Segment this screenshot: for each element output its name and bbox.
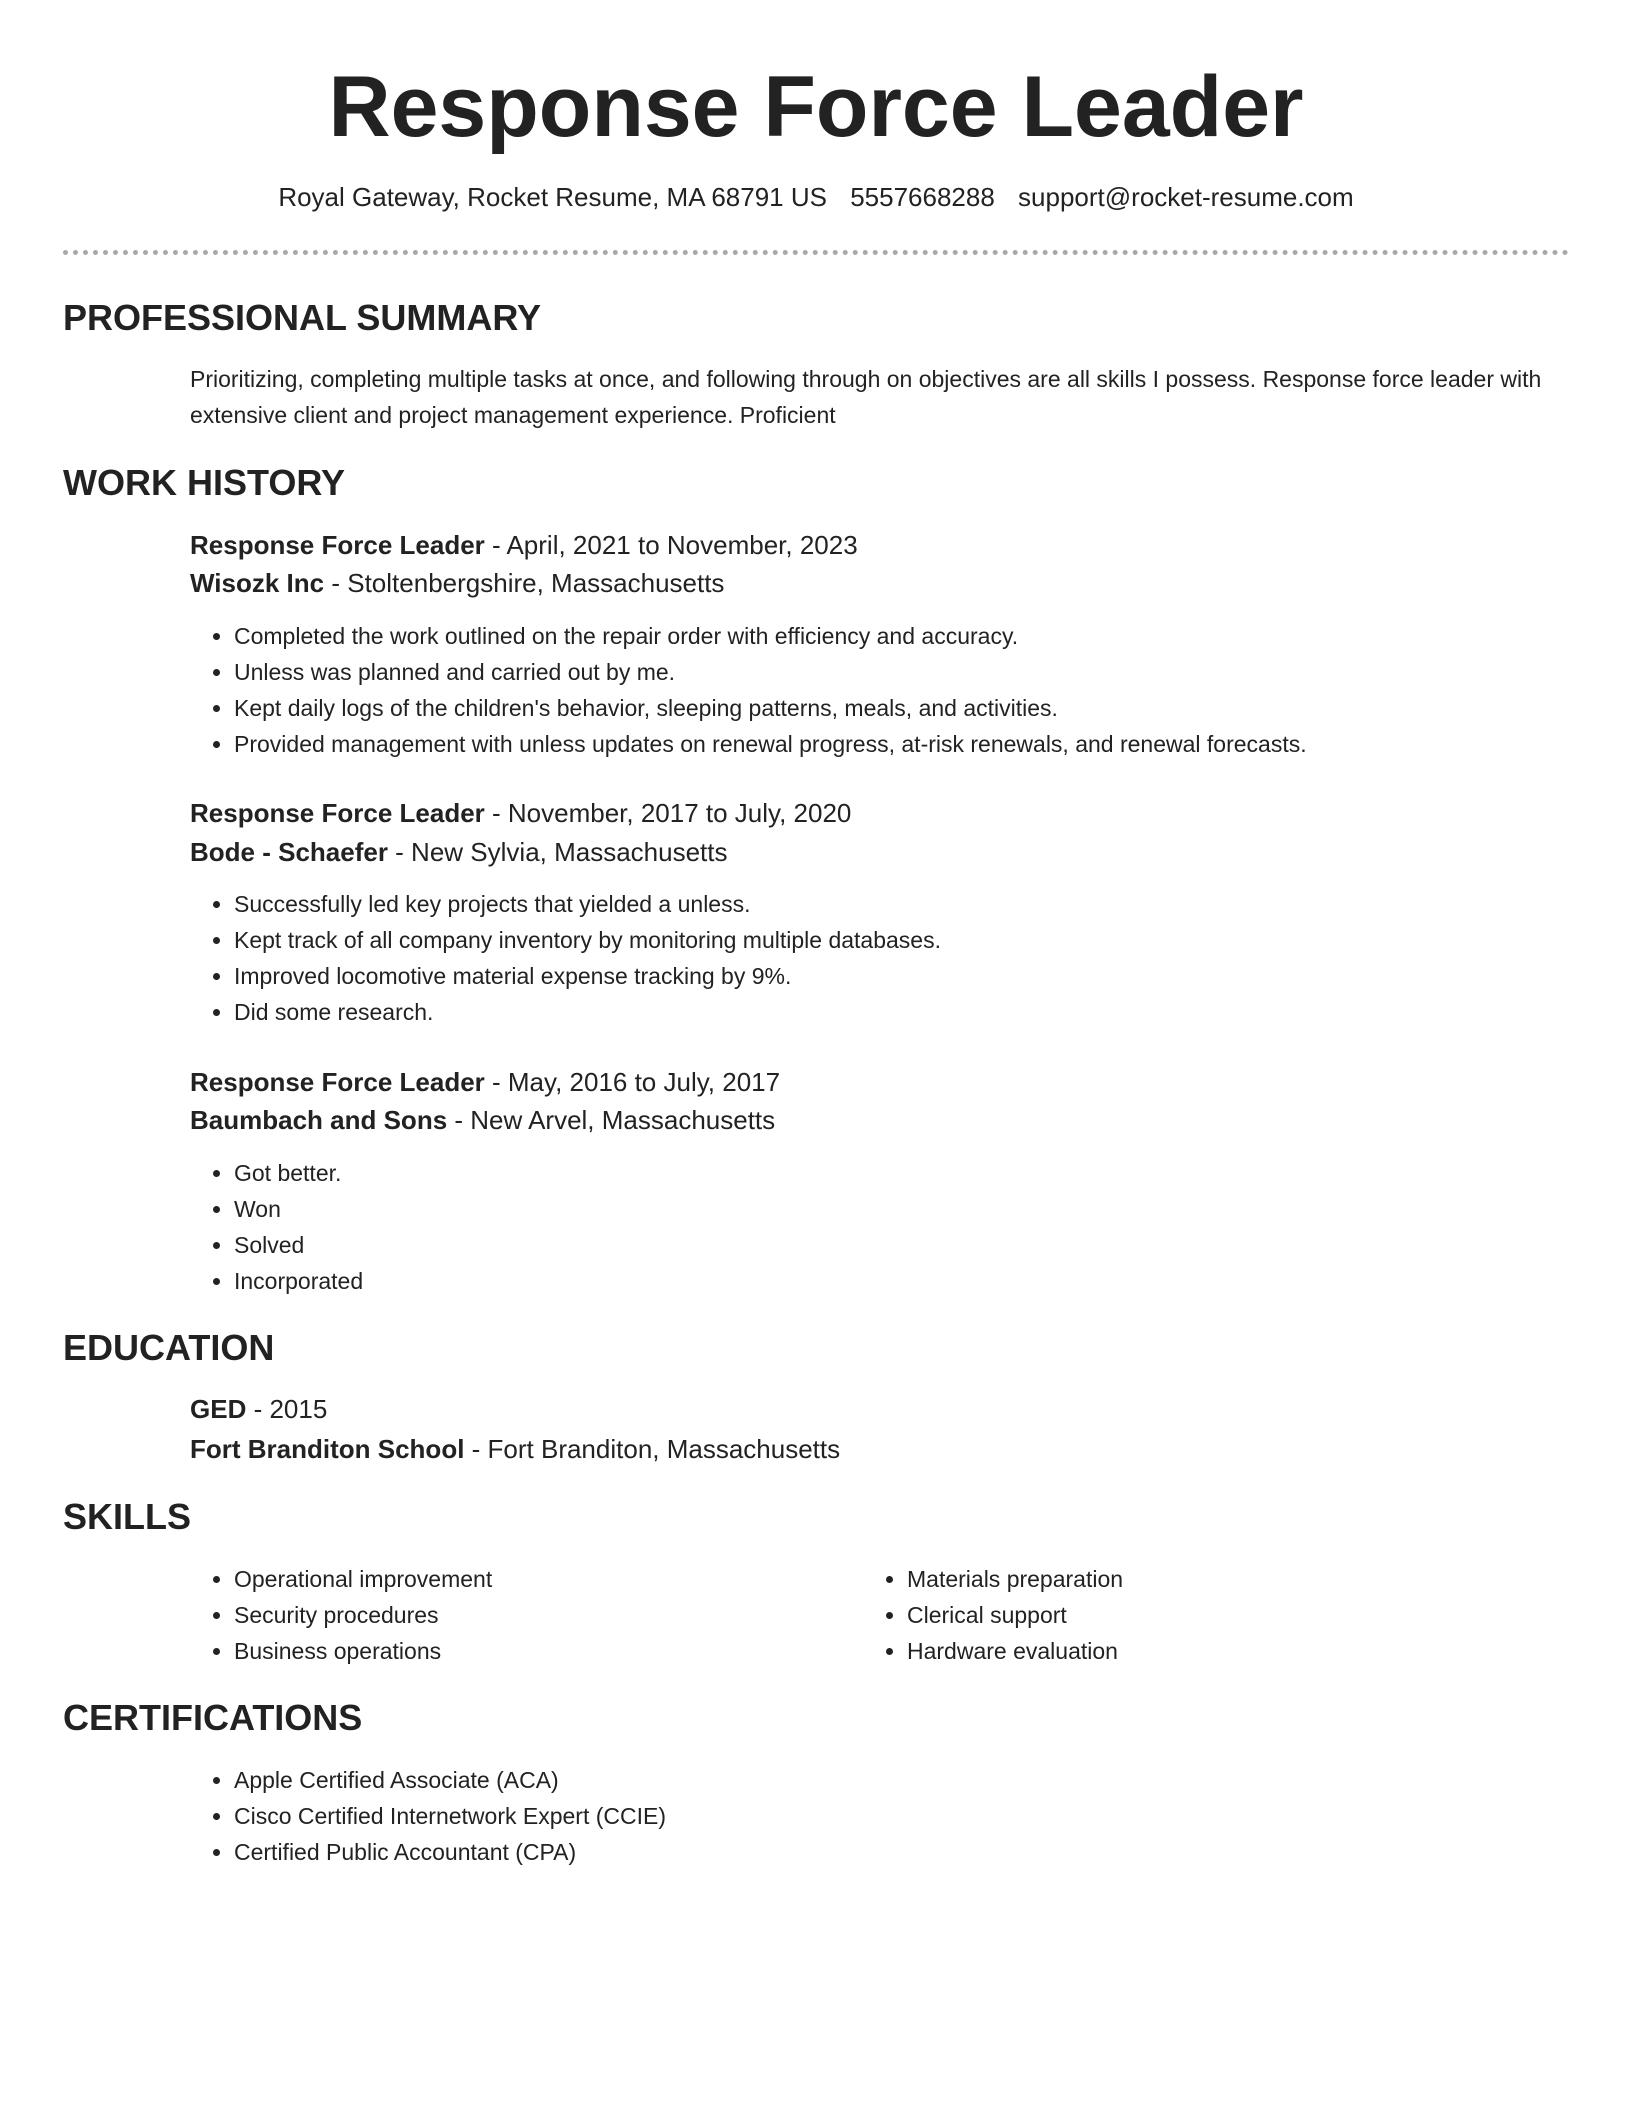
job-dates: - November, 2017 to July, 2020 [484,798,852,828]
skill-item: • Business operations [234,1633,492,1669]
skill-item: • Clerical support [907,1597,1123,1633]
skill-item: • Operational improvement [234,1561,492,1597]
education-location: - Fort Branditon, Massachusetts [464,1434,841,1464]
list-item: • Kept track of all company inventory by monitoring multiple databases. [234,922,941,958]
job-title-line [190,1064,780,1100]
list-item: • Solved [234,1227,363,1263]
job-company-line [190,834,728,870]
job-role: Response Force Leader [190,1067,485,1097]
list-item: • Provided management with unless updates on renewal progress, at-risk renewals, and renewal forecasts. [234,726,1307,762]
contact-email: support@rocket-resume.com [1018,182,1354,212]
section-title-skills: SKILLS [63,1496,192,1537]
skill-item: • Hardware evaluation [907,1633,1123,1669]
job-location: - New Sylvia, Massachusetts [387,837,728,867]
education-school: Fort Branditon School [190,1434,465,1464]
job-dates: - May, 2016 to July, 2017 [484,1067,781,1097]
section-title-summary: PROFESSIONAL SUMMARY [63,297,542,338]
list-item: • Successfully led key projects that yielded a unless. [234,886,941,922]
job-company-line [190,1102,775,1138]
job-bullets [190,1155,363,1299]
job-role: Response Force Leader [190,530,485,560]
job-company: Bode - Schaefer [190,837,388,867]
certifications-list [190,1762,666,1870]
skills-list-left [190,1561,492,1669]
job-location: - New Arvel, Massachusetts [447,1105,776,1135]
section-title-education: EDUCATION [63,1327,275,1368]
section-title-work: WORK HISTORY [63,462,346,503]
job-company: Wisozk Inc [190,568,325,598]
certification-item: • Cisco Certified Internetwork Expert (CCIE) [234,1798,666,1834]
contact-phone: 5557668288 [850,182,995,212]
list-item: • Unless was planned and carried out by me. [234,654,1307,690]
list-item: • Got better. [234,1155,363,1191]
job-role: Response Force Leader [190,798,485,828]
list-item: • Did some research. [234,994,941,1030]
list-item: • Improved locomotive material expense tracking by 9%. [234,958,941,994]
skill-item: • Security procedures [234,1597,492,1633]
job-location: - Stoltenbergshire, Massachusetts [324,568,725,598]
job-title-line [190,795,851,831]
education-school-line [190,1431,840,1467]
list-item: • Kept daily logs of the children's behavior, sleeping patterns, meals, and activities. [234,690,1307,726]
job-bullets [190,618,1307,762]
job-bullets [190,886,941,1030]
job-title-line [190,527,858,563]
education-year: - 2015 [246,1394,328,1424]
contact-address: Royal Gateway, Rocket Resume, MA 68791 US [278,182,827,212]
job-company-line [190,565,724,601]
summary-text: Prioritizing, completing multiple tasks at once, and following through on objectives are all skills I possess. Response force leader with extensive client and project management experience. Proficient [190,366,1542,428]
resume-name: Response Force Leader [328,59,1304,155]
list-item: • Incorporated [234,1263,363,1299]
education-degree-line [190,1391,327,1427]
job-company: Baumbach and Sons [190,1105,448,1135]
header-divider [63,250,1569,255]
certification-item: • Apple Certified Associate (ACA) [234,1762,666,1798]
list-item: • Won [234,1191,363,1227]
list-item: • Completed the work outlined on the repair order with efficiency and accuracy. [234,618,1307,654]
skill-item: • Materials preparation [907,1561,1123,1597]
certification-item: • Certified Public Accountant (CPA) [234,1834,666,1870]
education-degree: GED [190,1394,247,1424]
job-dates: - April, 2021 to November, 2023 [484,530,858,560]
contact-line [0,180,1632,214]
skills-list-right [863,1561,1123,1669]
section-title-certifications: CERTIFICATIONS [63,1697,363,1738]
